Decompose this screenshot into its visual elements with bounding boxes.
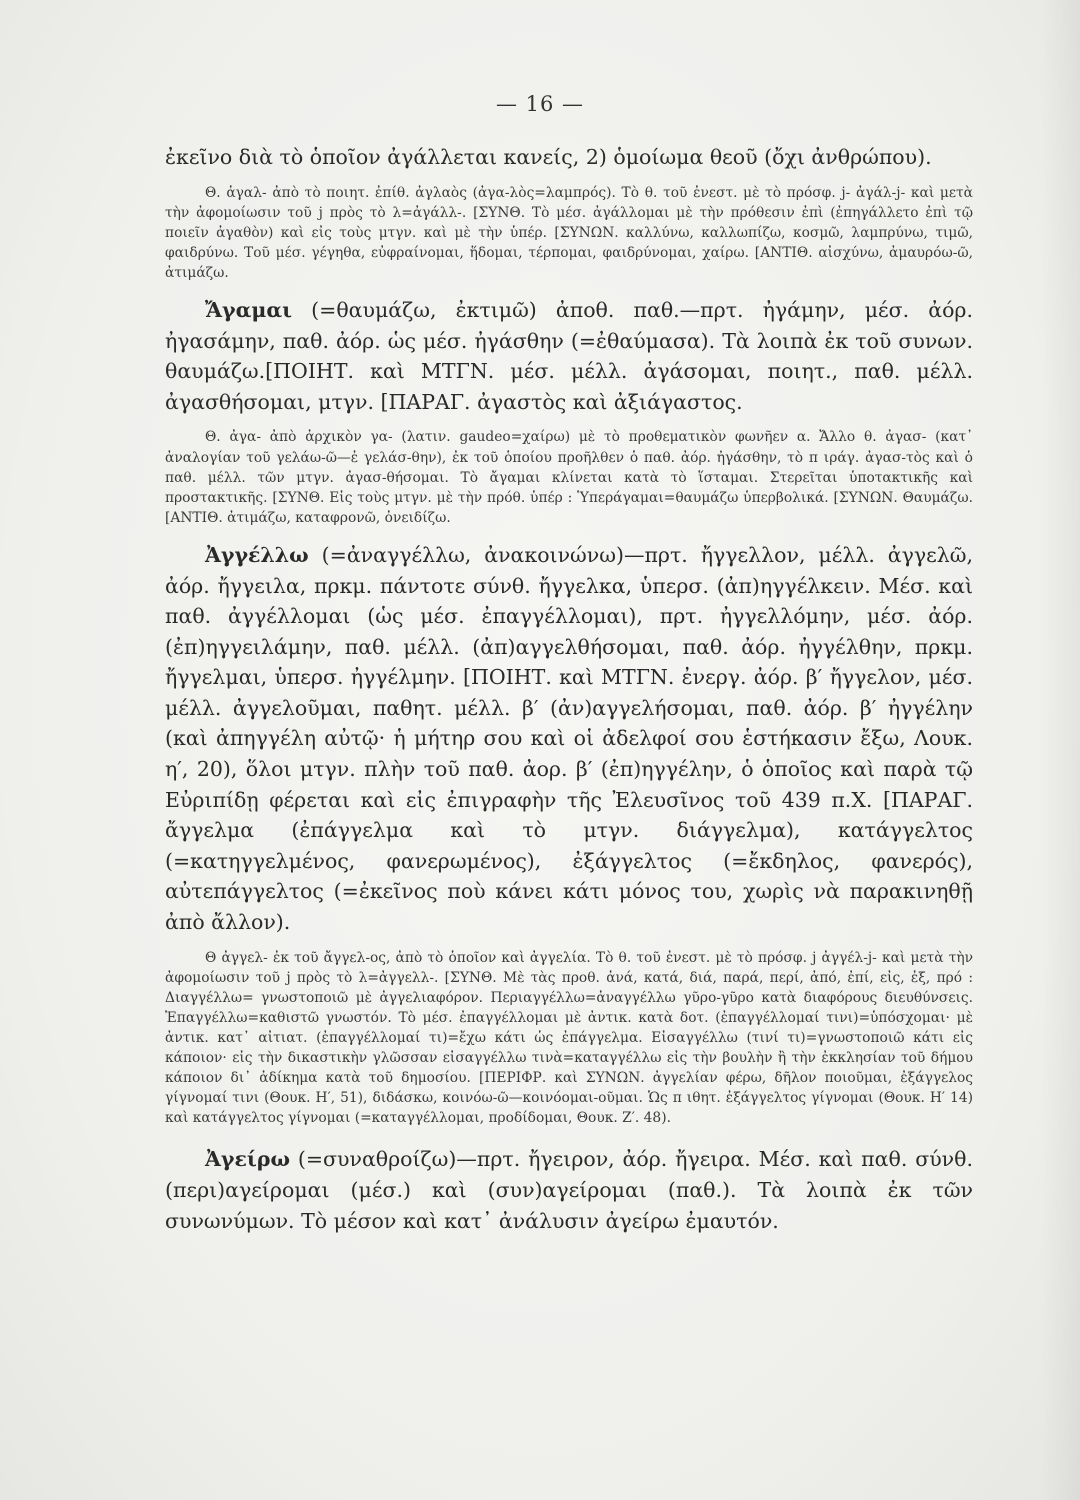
page-edge-shadow xyxy=(1040,0,1080,1500)
entry-angello xyxy=(165,540,973,938)
entry-agamai-text: (=θαυμάζω, ἐκτιμῶ) ἀποθ. παθ.—πρτ. ἠγάμην, μέσ. ἀόρ. ἠγασάμην, παθ. ἀόρ. ὡς μέσ. ἠγάσθην (=ἐθαύμασα). Τὰ λοιπὰ ἐκ τοῦ συνων. θαυμάζω.[ΠΟΙΗΤ. καὶ ΜΤΓΝ. μέσ. μέλλ. ἀγάσομαι, ποιητ., παθ. μέλλ. ἀγασθήσομαι, μτγν. [ΠΑΡΑΓ. ἀγαστὸς καὶ ἀξιάγαστος. xyxy=(165,298,973,414)
entry-ageiro-text: (=συναθροίζω)—πρτ. ἤγειρον, ἀόρ. ἤγειρα. Μέσ. καὶ παθ. σύνθ. (περι)αγείρομαι (μέσ.) καὶ (συν)αγείρομαι (παθ.). Τὰ λοιπὰ ἐκ τῶν συνωνύμων. Τὸ μέσον καὶ κατ᾿ ἀνάλυσιν ἀγείρω ἐμαυτόν. xyxy=(165,1147,973,1233)
etymology-note-angello: Θ ἀγγελ- ἐκ τοῦ ἄγγελ-ος, ἀπὸ τὸ ὁποῖον καὶ ἀγγελία. Τὸ θ. τοῦ ἐνεστ. μὲ τὸ πρόσφ. j ἀγγέλ-j- καὶ μετὰ τὴν ἀφομοίωσιν τοῦ j πρὸς τὸ λ=ἀγγελλ-. [ΣΥΝΘ. Μὲ τὰς προθ. ἀνά, κατά, διά, παρά, περί, ἀπό, ἐπί, εἰς, ἐξ, πρό : Διαγγέλλω= γνωστοποιῶ μὲ ἀγγελιαφόρον. Περιαγγέλλω=ἀναγγέλλω γῦρο-γῦρο κατὰ διαφόρους διευθύνσεις. Ἐπαγγέλλω=καθιστῶ γνωστόν. Τὸ μέσ. ἐπαγγέλλομαι μὲ ἀντικ. κατὰ δοτ. (ἐπαγγέλλομαί τινι)=ὑπόσχομαι· μὲ ἀντικ. κατ᾿ αἰτιατ. (ἐπαγγέλλομαί τι)=ἔχω κάτι ὡς ἐπάγγελμα. Εἰσαγγέλλω (τινί τι)=γνωστοποιῶ κάτι εἰς κάποιον· εἰς τὴν δικαστικὴν γλῶσσαν εἰσαγγέλλω τινὰ=καταγγέλλω εἰς τὴν βουλὴν ἢ τὴν ἐκκλησίαν τοῦ δήμου κάποιον δι᾿ ἀδίκημα κατὰ τοῦ δημοσίου. [ΠΕΡΙΦΡ. καὶ ΣΥΝΩΝ. ἀγγελίαν φέρω, δῆλον ποιοῦμαι, ἐξάγγελος γίγνομαί τινι (Θουκ. Η′, 51), διδάσκω, κοινόω-ῶ—κοινόομαι-οῦμαι. Ὡς π ιθητ. ἐξάγγελτος γίγνομαι (Θουκ. Η′ 14) καὶ κατάγγελτος γίγνομαι (=καταγγέλλομαι, προδίδομαι, Θουκ. Ζ′. 48). xyxy=(165,949,973,1127)
page-body xyxy=(165,142,973,1236)
entry-angello-text: (=ἀναγγέλλω, ἀνακοινώνω)—πρτ. ἤγγελλον, μέλλ. ἀγγελῶ, ἀόρ. ἤγγειλα, πρκμ. πάντοτε σύνθ. ἤγγελκα, ὑπερσ. (ἀπ)ηγγέλκειν. Μέσ. καὶ παθ. ἀγγέλλομαι (ὡς μέσ. ἐπαγγέλλομαι), πρτ. ἠγγελλόμην, μέσ. ἀόρ. (ἐπ)ηγγειλάμην, παθ. μέλλ. (ἀπ)αγγελθήσομαι, παθ. ἀόρ. ἠγγέλθην, πρκμ. ἤγγελμαι, ὑπερσ. ἠγγέλμην. [ΠΟΙΗΤ. καὶ ΜΤΓΝ. ἐνεργ. ἀόρ. β′ ἤγγελον, μέσ. μέλλ. ἀγγελοῦμαι, παθητ. μέλλ. β′ (ἀν)αγγελήσομαι, παθ. ἀόρ. β′ ἠγγέλην (καὶ ἀπηγγέλη αὐτῷ· ἡ μήτηρ σου καὶ οἱ ἀδελφοί σου ἑστήκασιν ἔξω, Λουκ. η′, 20), ὅλοι μτγν. πλὴν τοῦ παθ. ἀορ. β′ (ἐπ)ηγγέλην, ὁ ὁποῖος καὶ παρὰ τῷ Εὐριπίδῃ φέρεται καὶ εἰς ἐπιγραφὴν τῆς Ἐλευσῖνος τοῦ 439 π.Χ. [ΠΑΡΑΓ. ἄγγελμα (ἐπάγγελμα καὶ τὸ μτγν. διάγγελμα), κατάγγελτος (=κατηγγελμένος, φανερωμένος), ἐξάγγελτος (=ἔκδηλος, φανερός), αὐτεπάγγελτος (=ἐκεῖνος ποὺ κάνει κάτι μόνος του, χωρὶς νὰ παρακινηθῇ ἀπὸ ἄλλον). xyxy=(165,542,973,935)
page-number: — 16 — xyxy=(495,92,585,116)
etymology-note-agamai: Θ. ἀγα- ἀπὸ ἀρχικὸν γα- (λατιν. gaudeo=χαίρω) μὲ τὸ προθεματικὸν φωνῆεν α. Ἄλλο θ. ἀγασ- (κατ᾿ ἀναλογίαν τοῦ γελάω-ῶ—ἐ γελάσ-θην), ἐκ τοῦ ὁποίου προῆλθεν ὁ παθ. ἀόρ. ἠγάσθην, τὸ π ιράγ. ἀγασ-τὸς καὶ ὁ παθ. μέλλ. τῶν μτγν. ἀγασ-θήσομαι. Τὸ ἄγαμαι κλίνεται κατὰ τὸ ἵσταμαι. Στερεῖται ὑποτακτικῆς καὶ προστακτικῆς. [ΣΥΝΘ. Εἰς τοὺς μτγν. μὲ τὴν πρόθ. ὑπέρ : Ὑπεράγαμαι=θαυμάζω ὑπερβολικά. [ΣΥΝΩΝ. Θαυμάζω. [ΑΝΤΙΘ. ἀτιμάζω, καταφρονῶ, ὀνειδίζω. xyxy=(165,429,973,526)
continuation-paragraph: ἐκεῖνο διὰ τὸ ὁποῖον ἀγάλλεται κανείς, 2) ὁμοίωμα θεοῦ (ὄχι ἀνθρώπου). xyxy=(165,145,932,169)
entry-ageiro xyxy=(165,1144,973,1236)
etymology-note-agallomai: Θ. ἀγαλ- ἀπὸ τὸ ποιητ. ἐπίθ. ἀγλαὸς (ἀγα-λὸς=λαμπρός). Τὸ θ. τοῦ ἐνεστ. μὲ τὸ πρόσφ. j- ἀγάλ-j- καὶ μετὰ τὴν ἀφομοίωσιν τοῦ j πρὸς τὸ λ=ἀγάλλ-. [ΣΥΝΘ. Τὸ μέσ. ἀγάλλομαι μὲ τὴν πρόθεσιν ἐπὶ (ἐπηγάλλετο ἐπὶ τῷ ποιεῖν ἀγαθὸν) καὶ εἰς τοὺς μτγν. καὶ μὲ τὴν ὑπέρ. [ΣΥΝΩΝ. καλλύνω, καλλωπίζω, κοσμῶ, λαμπρύνω, τιμῶ, φαιδρύνω. Τοῦ μέσ. γέγηθα, εὐφραίνομαι, ἥδομαι, τέρπομαι, φαιδρύνομαι, χαίρω. [ΑΝΤΙΘ. αἰσχύνω, ἀμαυρόω-ῶ, ἀτιμάζω. xyxy=(165,184,973,281)
entry-agamai xyxy=(165,295,973,417)
entry-agamai-headword: Ἄγαμαι xyxy=(205,298,293,323)
entry-angello-headword: Ἀγγέλλω xyxy=(205,542,309,567)
entry-ageiro-headword: Ἀγείρω xyxy=(205,1147,290,1172)
